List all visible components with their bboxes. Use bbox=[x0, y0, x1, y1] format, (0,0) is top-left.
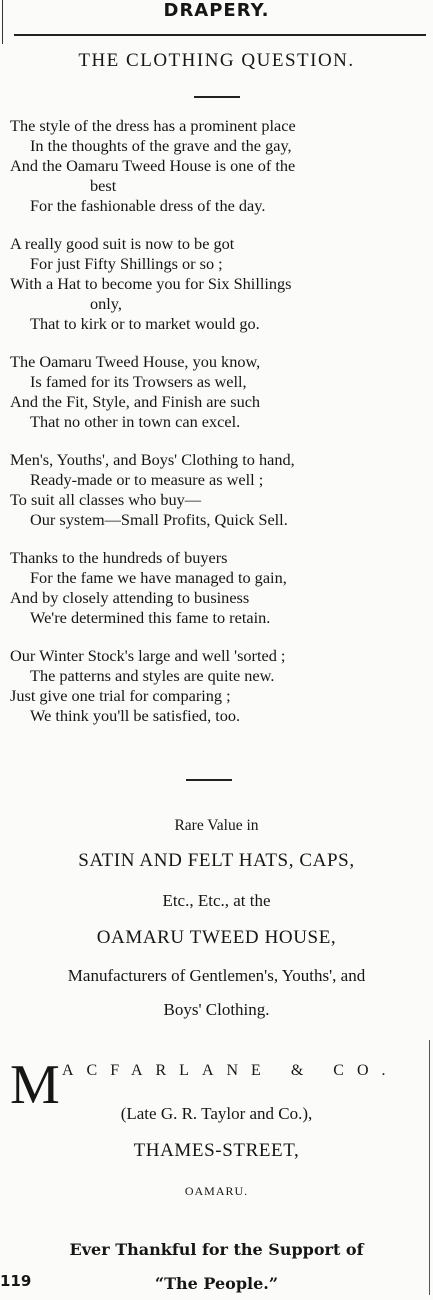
poem-line: And the Oamaru Tweed House is one of the bbox=[10, 156, 296, 175]
poem-line: In the thoughts of the grave and the gay, bbox=[30, 136, 292, 155]
poem-line: The Oamaru Tweed House, you know, bbox=[10, 352, 261, 371]
poem-title: THE CLOTHING QUESTION. bbox=[78, 50, 355, 71]
poem-line: That no other in town can excel. bbox=[30, 412, 241, 431]
poem-line: only, bbox=[90, 294, 122, 313]
poem-stanza bbox=[0, 548, 433, 628]
town-line: OAMARU. bbox=[184, 1184, 249, 1198]
poem-line: That to kirk or to market would go. bbox=[30, 314, 260, 333]
poem-line: The style of the dress has a prominent place bbox=[10, 116, 296, 135]
firm-name: ACFARLANE & CO. bbox=[62, 1062, 399, 1079]
manufacturers-line: Manufacturers of Gentlemen's, Youths', and bbox=[67, 966, 366, 985]
poem-line: And the Fit, Style, and Finish are such bbox=[10, 392, 261, 411]
poem-line: For just Fifty Shillings or so ; bbox=[30, 254, 223, 273]
title-divider bbox=[194, 96, 240, 98]
poem-line: For the fame we have managed to gain, bbox=[30, 568, 287, 587]
poem-line: Just give one trial for comparing ; bbox=[10, 686, 231, 705]
heading-rule bbox=[14, 34, 426, 36]
street-line: THAMES-STREET, bbox=[133, 1140, 300, 1161]
poem-stanza bbox=[0, 234, 433, 334]
poem-line: For the fashionable dress of the day. bbox=[30, 196, 266, 215]
hats-line: SATIN AND FELT HATS, CAPS, bbox=[78, 850, 355, 871]
poem-line: To suit all classes who buy— bbox=[10, 490, 202, 509]
people-line: “The People.” bbox=[154, 1274, 279, 1293]
poem bbox=[0, 116, 433, 744]
thankful-line: Ever Thankful for the Support of bbox=[69, 1240, 364, 1259]
drop-cap-initial: M bbox=[10, 1054, 60, 1116]
boys-clothing-line: Boys' Clothing. bbox=[163, 1000, 270, 1019]
poem-line: Is famed for its Trowsers as well, bbox=[30, 372, 247, 391]
poem-stanza bbox=[0, 450, 433, 530]
poem-line: Our Winter Stock's large and well 'sorted ; bbox=[10, 646, 286, 665]
poem-stanza bbox=[0, 352, 433, 432]
poem-line: Thanks to the hundreds of buyers bbox=[10, 548, 228, 567]
poem-stanza bbox=[0, 116, 433, 216]
late-line: (Late G. R. Taylor and Co.), bbox=[120, 1104, 313, 1123]
poem-line: Ready-made or to measure as well ; bbox=[30, 470, 264, 489]
poem-line: With a Hat to become you for Six Shillings bbox=[10, 274, 292, 293]
poem-line: A really good suit is now to be got bbox=[10, 234, 235, 253]
poem-line: And by closely attending to business bbox=[10, 588, 250, 607]
poem-line: Our system—Small Profits, Quick Sell. bbox=[30, 510, 288, 529]
poem-line: Men's, Youths', and Boys' Clothing to hand, bbox=[10, 450, 295, 469]
etc-line: Etc., Etc., at the bbox=[162, 891, 271, 910]
poem-line: We think you'll be satisfied, too. bbox=[30, 706, 241, 725]
tweed-house-line: OAMARU TWEED HOUSE, bbox=[96, 927, 337, 948]
poem-line: We're determined this fame to retain. bbox=[30, 608, 271, 627]
poem-line: The patterns and styles are quite new. bbox=[30, 666, 275, 685]
ad-number: 119 bbox=[0, 1272, 32, 1290]
section-heading: DRAPERY. bbox=[163, 0, 270, 21]
rare-value-line: Rare Value in bbox=[174, 817, 259, 834]
poem-line: best bbox=[90, 176, 117, 195]
poem-divider bbox=[186, 779, 232, 781]
poem-stanza bbox=[0, 646, 433, 726]
